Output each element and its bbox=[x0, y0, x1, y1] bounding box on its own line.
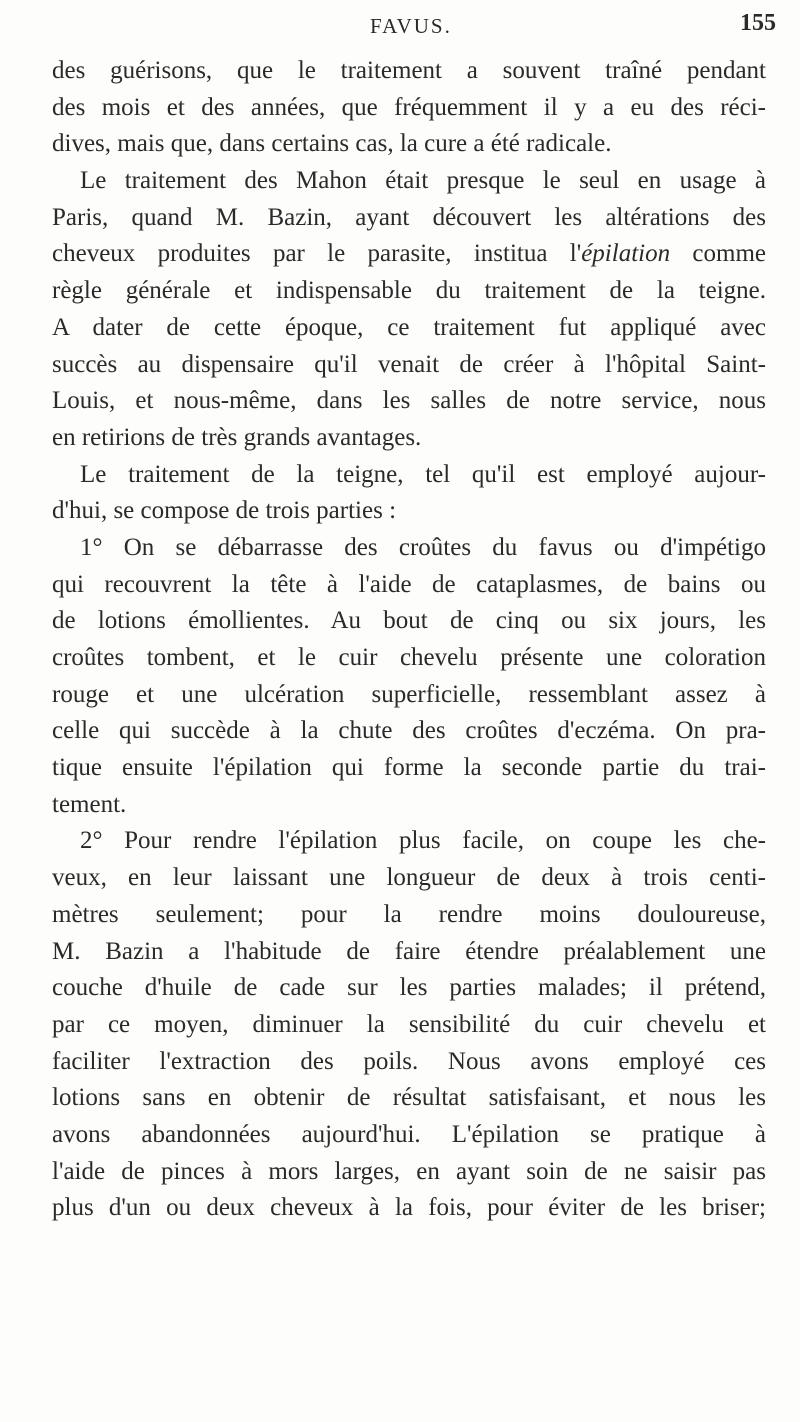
text-line: 2° Pour rendre l'épilation plus facile, on coupe les che- bbox=[80, 827, 766, 855]
text-line: d'hui, se compose de trois parties : bbox=[52, 497, 397, 525]
running-title: FAVUS. bbox=[370, 14, 452, 38]
text-line: A dater de cette époque, ce traitement fut appliqué avec bbox=[52, 313, 766, 341]
text-line: Louis, et nous-même, dans les salles de notre service, nous bbox=[52, 387, 766, 415]
text-line: M. Bazin a l'habitude de faire étendre préalablement une bbox=[52, 937, 766, 965]
text-line: croûtes tombent, et le cuir chevelu présente une coloration bbox=[52, 644, 766, 671]
emphasized-term: épilation bbox=[581, 240, 671, 268]
text-line: rouge et une ulcération superficielle, ressemblant assez à bbox=[52, 680, 766, 708]
text-line: veux, en leur laissant une longueur de deux à trois centi- bbox=[52, 864, 766, 892]
body-text bbox=[52, 53, 766, 1227]
text-line: de lotions émollientes. Au bout de cinq ou six jours, les bbox=[52, 607, 766, 635]
text-line: mètres seulement; pour la rendre moins douloureuse, bbox=[52, 900, 766, 928]
text-line: avons abandonnées aujourd'hui. L'épilation se pratique à bbox=[52, 1120, 766, 1148]
text-line: Le traitement de la teigne, tel qu'il est employé aujour- bbox=[80, 460, 766, 488]
text-line: Paris, quand M. Bazin, ayant découvert les altérations des bbox=[52, 203, 766, 231]
text-line: celle qui succède à la chute des croûtes d'eczéma. On pra- bbox=[52, 717, 766, 745]
text-line: qui recouvrent la tête à l'aide de cataplasmes, de bains ou bbox=[52, 570, 766, 598]
text-line: règle générale et indispensable du traitement de la teigne. bbox=[52, 277, 766, 305]
text-line: en retirions de très grands avantages. bbox=[52, 423, 422, 451]
text-line bbox=[52, 236, 766, 273]
text-line: couche d'huile de cade sur les parties malades; il prétend, bbox=[52, 974, 766, 1002]
text-line: l'aide de pinces à mors larges, en ayant soin de ne saisir pas bbox=[52, 1157, 766, 1185]
text-line: tement. bbox=[52, 790, 127, 818]
text-line: dives, mais que, dans certains cas, la cure a été radicale. bbox=[52, 130, 612, 158]
text-line: plus d'un ou deux cheveux à la fois, pour éviter de les briser; bbox=[52, 1194, 766, 1222]
text-line: succès au dispensaire qu'il venait de créer à l'hôpital Saint- bbox=[52, 350, 766, 378]
text-line-segment: comme bbox=[670, 240, 766, 268]
text-line: des guérisons, que le traitement a souvent traîné pendant bbox=[52, 57, 766, 84]
text-line: tique ensuite l'épilation qui forme la seconde partie du trai- bbox=[52, 754, 766, 782]
running-head bbox=[0, 8, 800, 48]
text-line: lotions sans en obtenir de résultat satisfaisant, et nous les bbox=[52, 1084, 766, 1112]
text-line: 1° On se débarrasse des croûtes du favus ou d'impétigo bbox=[80, 533, 766, 561]
text-line: Le traitement des Mahon était presque le seul en usage à bbox=[80, 167, 766, 195]
text-line-segment: cheveux produites par le parasite, institua l' bbox=[52, 240, 582, 268]
text-line: faciliter l'extraction des poils. Nous avons employé ces bbox=[52, 1047, 766, 1075]
text-line: par ce moyen, diminuer la sensibilité du cuir chevelu et bbox=[52, 1010, 766, 1038]
text-line: des mois et des années, que fréquemment il y a eu des réci- bbox=[52, 93, 766, 121]
page-number: 155 bbox=[740, 10, 776, 36]
